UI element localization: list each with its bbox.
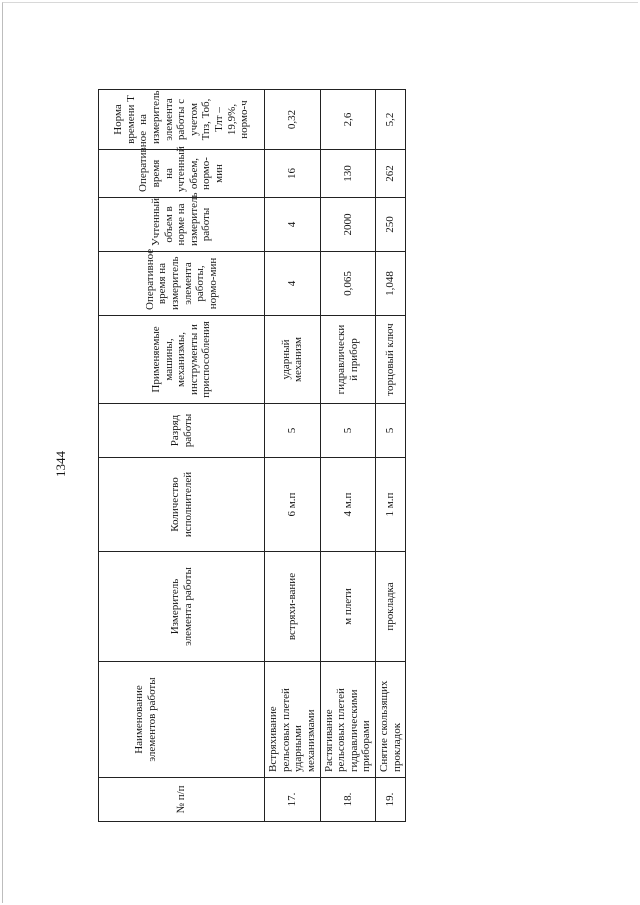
cell-op-time: 4	[265, 252, 321, 316]
cell-num: 17.	[265, 778, 321, 822]
table-row	[265, 90, 321, 822]
cell-num: 18.	[320, 778, 376, 822]
header-volume: Учтенный объем в норме на измеритель работы	[99, 198, 265, 252]
norms-table-rotated	[98, 90, 403, 822]
cell-machines: ударный механизм	[265, 316, 321, 404]
cell-volume: 250	[376, 198, 406, 252]
header-workers: Количество исполнителей	[99, 458, 265, 552]
cell-workers: 6 м.п	[265, 458, 321, 552]
cell-op-time: 1,048	[376, 252, 406, 316]
cell-op-time-volume: 130	[320, 150, 376, 198]
norms-table	[98, 89, 406, 822]
cell-machines: гидравлически й прибор	[320, 316, 376, 404]
cell-num: 19.	[376, 778, 406, 822]
cell-volume: 4	[265, 198, 321, 252]
header-norm: Норма времени Т на измеритель элемента работы с учетом Тпз, Тоб, Тлт – 19,9%, нормо-ч	[99, 90, 265, 150]
header-meter: Измеритель элемента работы	[99, 552, 265, 662]
header-name: Наименование элементов работы	[99, 662, 265, 778]
cell-grade: 5	[376, 404, 406, 458]
table-row	[376, 90, 406, 822]
cell-grade: 5	[320, 404, 376, 458]
header-op-time: Оперативное время на измеритель элемента работы, нормо-мин	[99, 252, 265, 316]
table-header-row	[99, 90, 265, 822]
cell-op-time-volume: 16	[265, 150, 321, 198]
cell-name: Снятие скользящих прокладок	[376, 662, 406, 778]
header-op-time-volume: Оперативное время на учтенный объем, нормо-мин	[99, 150, 265, 198]
cell-machines: торцовый ключ	[376, 316, 406, 404]
cell-norm: 5,2	[376, 90, 406, 150]
cell-meter: прокладка	[376, 552, 406, 662]
cell-name: Встряхивание рельсовых плетей ударными механизмами	[265, 662, 321, 778]
header-num: № п/п	[99, 778, 265, 822]
cell-norm: 2,6	[320, 90, 376, 150]
cell-grade: 5	[265, 404, 321, 458]
cell-workers: 1 м.п	[376, 458, 406, 552]
page-number: 1344	[53, 451, 68, 477]
table-row	[320, 90, 376, 822]
cell-op-time-volume: 262	[376, 150, 406, 198]
cell-volume: 2000	[320, 198, 376, 252]
header-grade: Разряд работы	[99, 404, 265, 458]
cell-meter: м плети	[320, 552, 376, 662]
cell-meter: встряхи-вание	[265, 552, 321, 662]
cell-workers: 4 м.п	[320, 458, 376, 552]
header-machines: Применяемые машины, механизмы, инструменты и приспособления	[99, 316, 265, 404]
cell-op-time: 0,065	[320, 252, 376, 316]
cell-name: Растягивание рельсовых плетей гидравлическими приборами	[320, 662, 376, 778]
cell-norm: 0,32	[265, 90, 321, 150]
